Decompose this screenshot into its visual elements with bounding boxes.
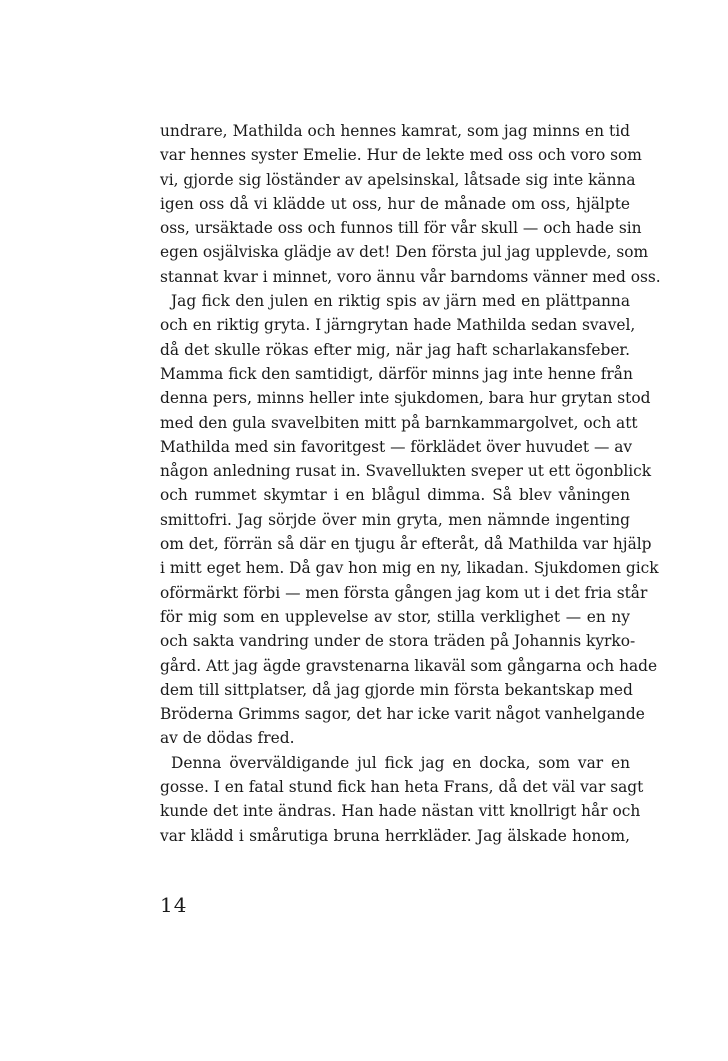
text-line: om det, förrän så där en tjugu år efteråt, då Mathilda var hjälp [160,535,652,554]
paragraph [160,751,644,848]
text-line: Bröderna Grimms sagor, det har icke varit något vanhelgande [160,705,645,724]
text-line: vi, gjorde sig löständer av apelsinskal, låtsade sig inte känna [160,170,636,189]
text-line: egen osjälviska glädje av det! Den första jul jag upplevde, som [160,243,649,262]
text-line: dem till sittplatser, då jag gjorde min första bekantskap med [160,680,633,699]
text-line: oförmärkt förbi — men första gången jag kom ut i det fria står [160,583,648,602]
body-text [160,119,661,848]
text-line: igen oss då vi klädde ut oss, hur de månade om oss, hjälpte [160,194,630,213]
paragraph [160,289,659,751]
text-line: med den gula svavelbiten mitt på barnkammargolvet, och att [160,413,638,432]
text-line: i mitt eget hem. Då gav hon mig en ny, likadan. Sjukdomen gick [160,559,659,578]
text-line: och sakta vandring under de stora träden på Johannis kyrko- [160,632,636,651]
text-line: Jag fick den julen en riktig spis av järn med en plättpanna [171,292,630,311]
text-line: oss, ursäktade oss och funnos till för vår skull — och hade sin [160,219,642,238]
text-line: stannat kvar i minnet, voro ännu vår barndoms vänner med oss. [160,267,661,286]
page-number: 14 [160,893,188,917]
text-line: denna pers, minns heller inte sjukdomen, bara hur grytan stod [160,389,651,408]
text-line: någon anledning rusat in. Svavellukten sveper ut ett ögonblick [160,462,652,481]
text-line: var klädd i smårutiga bruna herrkläder. Jag älskade honom, [160,826,630,845]
text-line: kunde det inte ändras. Han hade nästan vitt knollrigt hår och [160,802,641,821]
text-line: undrare, Mathilda och hennes kamrat, som jag minns en tid [160,122,630,140]
text-line: Mamma fick den samtidigt, därför minns jag inte henne från [160,364,633,383]
text-line: Denna överväldigande jul fick jag en docka, som var en [171,753,630,772]
text-line: gosse. I en fatal stund fick han heta Frans, då det väl var sagt [160,778,644,797]
text-line: då det skulle rökas efter mig, när jag haft scharlakansfeber. [160,340,630,359]
text-line: av de dödas fred. [160,729,295,748]
text-line: och en riktig gryta. I järngrytan hade Mathilda sedan svavel, [160,316,636,335]
text-line: för mig som en upplevelse av stor, stilla verklighet — en ny [160,607,630,626]
text-line: var hennes syster Emelie. Hur de lekte med oss och voro som [160,146,642,165]
paragraph [160,119,661,289]
text-line: smittofri. Jag sörjde över min gryta, men nämnde ingenting [160,510,630,529]
text-line: gård. Att jag ägde gravstenarna likaväl som gångarna och hade [160,656,658,675]
text-line: och rummet skymtar i en blågul dimma. Så blev våningen [160,486,630,505]
text-line: Mathilda med sin favoritgest — förklädet över huvudet — av [160,437,633,456]
